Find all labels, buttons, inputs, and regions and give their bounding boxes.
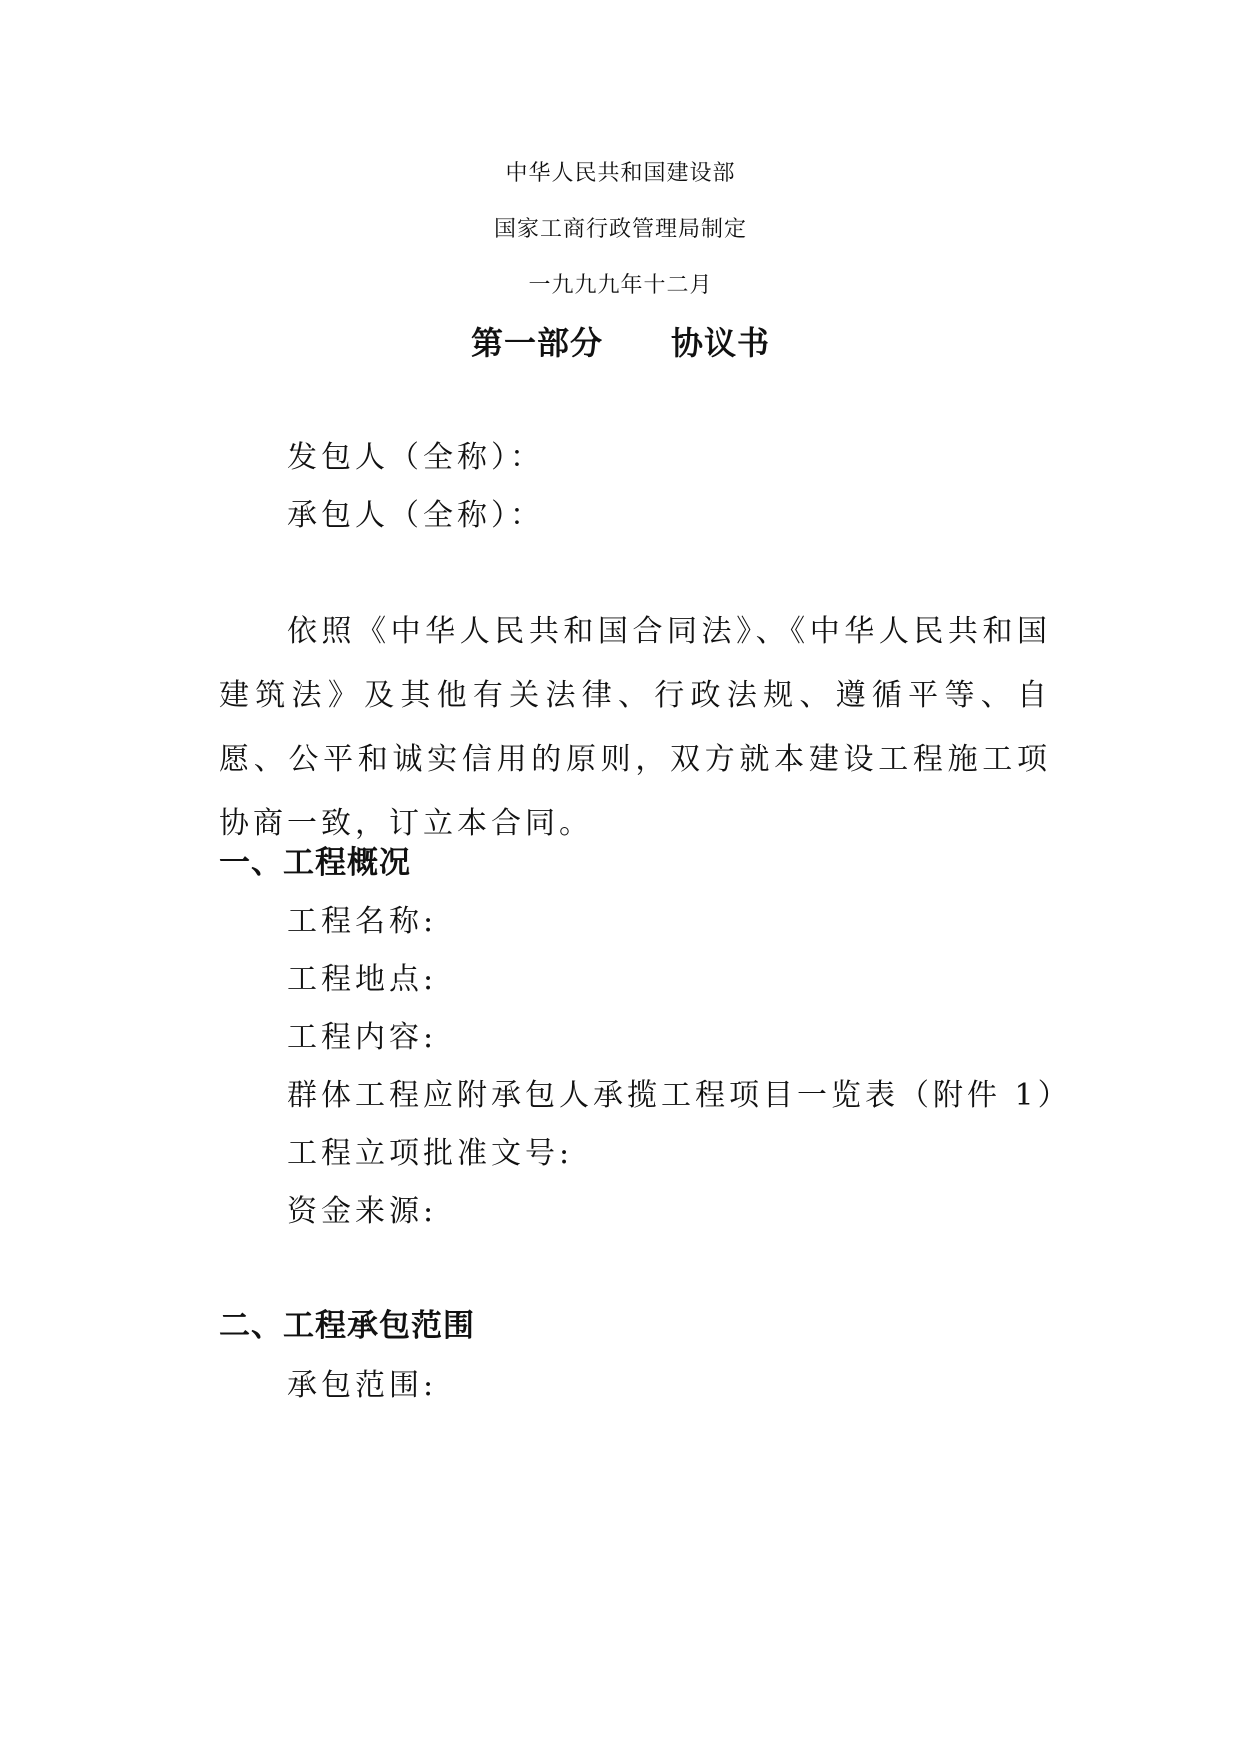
issuer-line-1: 中华人民共和国建设部 <box>505 161 736 186</box>
issue-date: 一九九九年十二月 <box>528 273 713 298</box>
approval-number-field: 工程立项批准文号: <box>287 1136 574 1171</box>
section-2-heading: 二、工程承包范围 <box>219 1308 475 1344</box>
employer-field: 发包人（全称）： <box>287 440 544 475</box>
project-name-field: 工程名称: <box>287 904 438 939</box>
group-project-note: 群体工程应附承包人承揽工程项目一览表（附件 1） <box>287 1078 1072 1113</box>
scope-field: 承包范围: <box>287 1368 438 1403</box>
section-title-name: 协议书 <box>671 324 771 362</box>
section-1-heading: 一、工程概况 <box>219 845 411 881</box>
fund-source-field: 资金来源: <box>287 1194 438 1229</box>
intro-paragraph: 依照《中华人民共和国合同法》、《中华人民共和国建筑法》及其他有关法律、行政法规、遵循平等、自愿、公平和诚实信用的原则，双方就本建设工程施工项协商一致，订立本合同。 <box>219 614 1051 841</box>
project-location-field: 工程地点: <box>287 962 438 997</box>
section-title-part: 第一部分 <box>470 324 603 362</box>
project-content-field: 工程内容: <box>287 1020 438 1055</box>
issuer-line-2: 国家工商行政管理局制定 <box>493 217 747 242</box>
section-title <box>0 318 1241 364</box>
contractor-field: 承包人（全称）： <box>287 498 544 533</box>
